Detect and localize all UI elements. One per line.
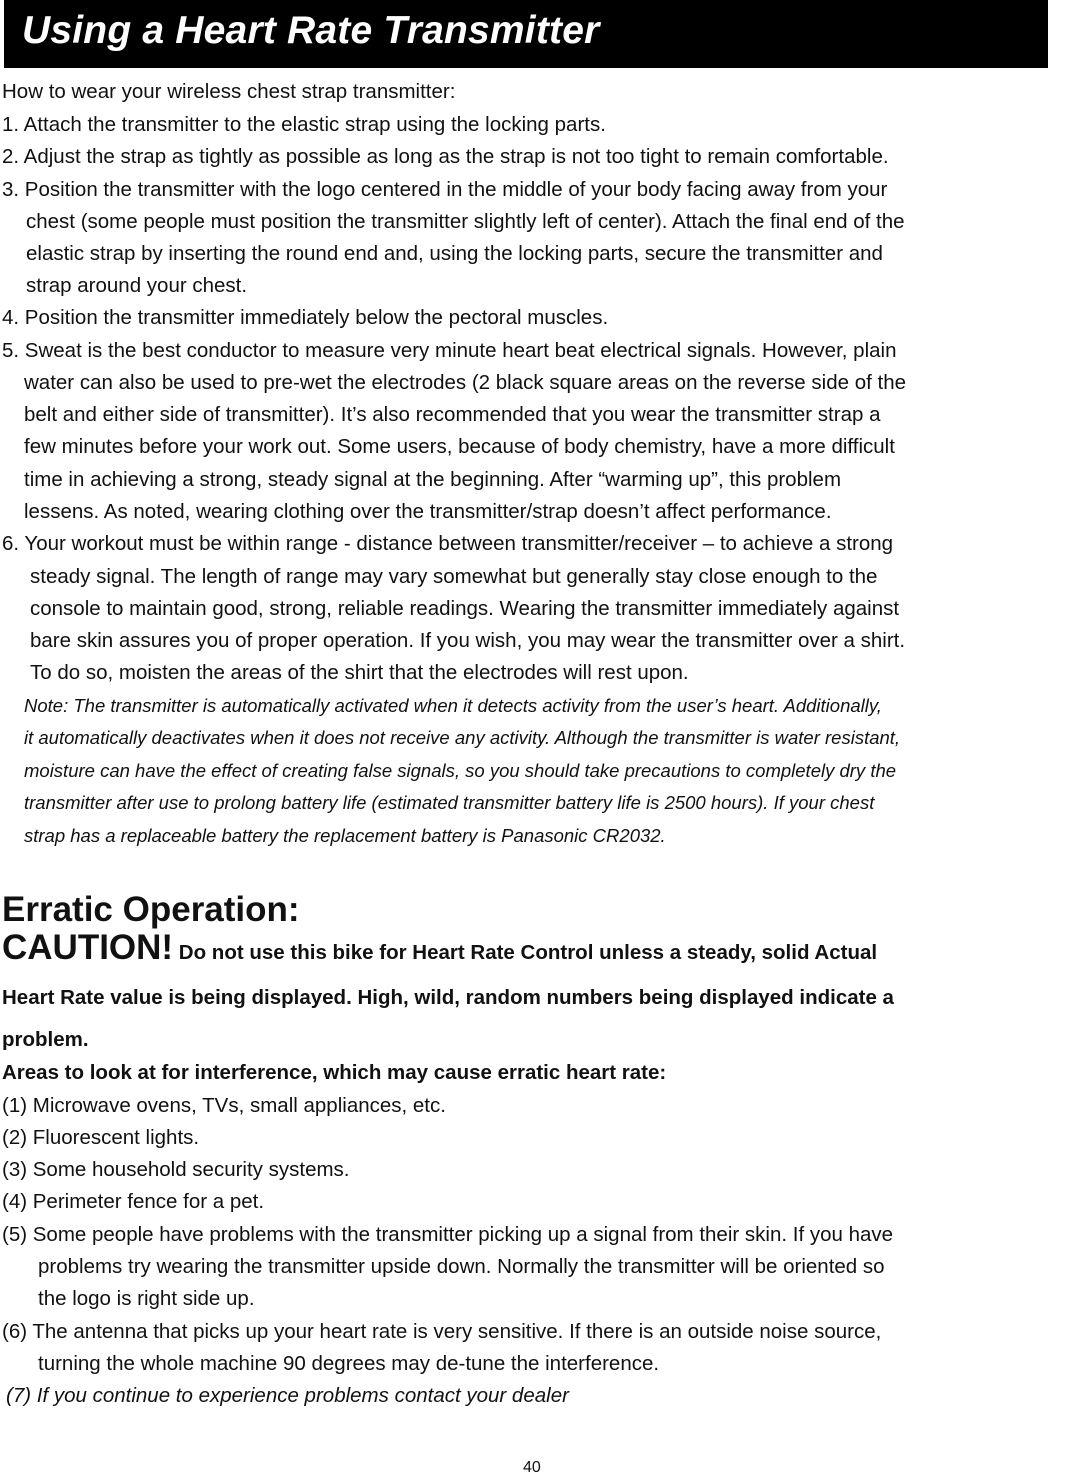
interference-item: (4) Perimeter fence for a pet. [2, 1190, 265, 1213]
caution-word: CAUTION! [2, 928, 174, 967]
interference-item: the logo is right side up. [38, 1287, 255, 1310]
intro-text: How to wear your wireless chest strap transmitter: [2, 80, 456, 103]
interference-item: (3) Some household security systems. [2, 1158, 350, 1181]
caution-text: Do not use this bike for Heart Rate Control unless a steady, solid Actual [173, 941, 878, 964]
interference-item: (7) If you continue to experience problems contact your dealer [6, 1384, 569, 1407]
step-2-line: 2. Adjust the strap as tightly as possible as long as the strap is not too tight to remain comfortable. [2, 145, 889, 168]
step-5-line: belt and either side of transmitter). It’s also recommended that you wear the transmitter strap a [24, 403, 881, 426]
step-5-line: few minutes before your work out. Some users, because of body chemistry, have a more difficult [24, 435, 895, 458]
step-6-line: 6. Your workout must be within range - distance between transmitter/receiver – to achieve a strong [2, 532, 894, 555]
step-6-line: console to maintain good, strong, reliable readings. Wearing the transmitter immediately against [30, 597, 900, 620]
erratic-heading: Erratic Operation: [2, 890, 300, 929]
note-line: moisture can have the effect of creating false signals, so you should take precautions to completely dry the [24, 760, 897, 781]
step-5-line: lessens. As noted, wearing clothing over the transmitter/strap doesn’t affect performance. [24, 500, 832, 523]
note-line: Note: The transmitter is automatically activated when it detects activity from the user’s heart. Additionally, [24, 695, 882, 716]
interference-item: (6) The antenna that picks up your heart rate is very sensitive. If there is an outside noise source, [2, 1320, 882, 1343]
title-bar [4, 0, 1048, 68]
page-number: 40 [523, 1459, 541, 1476]
step-5-line: time in achieving a strong, steady signal at the beginning. After “warming up”, this problem [24, 468, 842, 491]
areas-heading: Areas to look at for interference, which may cause erratic heart rate: [2, 1061, 667, 1084]
step-3-line: elastic strap by inserting the round end and, using the locking parts, secure the transmitter and [26, 242, 883, 265]
step-6-line: steady signal. The length of range may vary somewhat but generally stay close enough to the [30, 565, 878, 588]
step-6-line: To do so, moisten the areas of the shirt that the electrodes will rest upon. [30, 661, 689, 684]
step-5-line: water can also be used to pre-wet the electrodes (2 black square areas on the reverse side of the [24, 371, 907, 394]
note-line: strap has a replaceable battery the replacement battery is Panasonic CR2032. [24, 825, 666, 846]
step-3-line: chest (some people must position the transmitter slightly left of center). Attach the final end of the [26, 210, 905, 233]
caution-text: problem. [2, 1028, 89, 1051]
step-6-line: bare skin assures you of proper operation. If you wish, you may wear the transmitter over a shirt. [30, 629, 906, 652]
caution-text: Heart Rate value is being displayed. High, wild, random numbers being displayed indicate a [2, 986, 894, 1009]
step-4-line: 4. Position the transmitter immediately below the pectoral muscles. [2, 306, 609, 329]
interference-item: problems try wearing the transmitter upside down. Normally the transmitter will be oriented so [38, 1255, 885, 1278]
interference-item: (1) Microwave ovens, TVs, small appliances, etc. [2, 1094, 446, 1117]
step-5-line: 5. Sweat is the best conductor to measure very minute heart beat electrical signals. However, plain [2, 339, 897, 362]
step-3-line: strap around your chest. [26, 274, 248, 297]
note-line: transmitter after use to prolong battery life (estimated transmitter battery life is 2500 hours). If your chest [24, 792, 875, 813]
interference-item: (2) Fluorescent lights. [2, 1126, 200, 1149]
caution-line [2, 928, 877, 973]
step-3-line: 3. Position the transmitter with the logo centered in the middle of your body facing away from your [2, 178, 888, 201]
page-title: Using a Heart Rate Transmitter [22, 9, 600, 52]
interference-item: (5) Some people have problems with the transmitter picking up a signal from their skin. If you have [2, 1223, 894, 1246]
interference-item: turning the whole machine 90 degrees may de-tune the interference. [38, 1352, 660, 1375]
note-line: it automatically deactivates when it does not receive any activity. Although the transmitter is water resistant, [24, 727, 901, 748]
step-1-line: 1. Attach the transmitter to the elastic strap using the locking parts. [2, 113, 606, 136]
